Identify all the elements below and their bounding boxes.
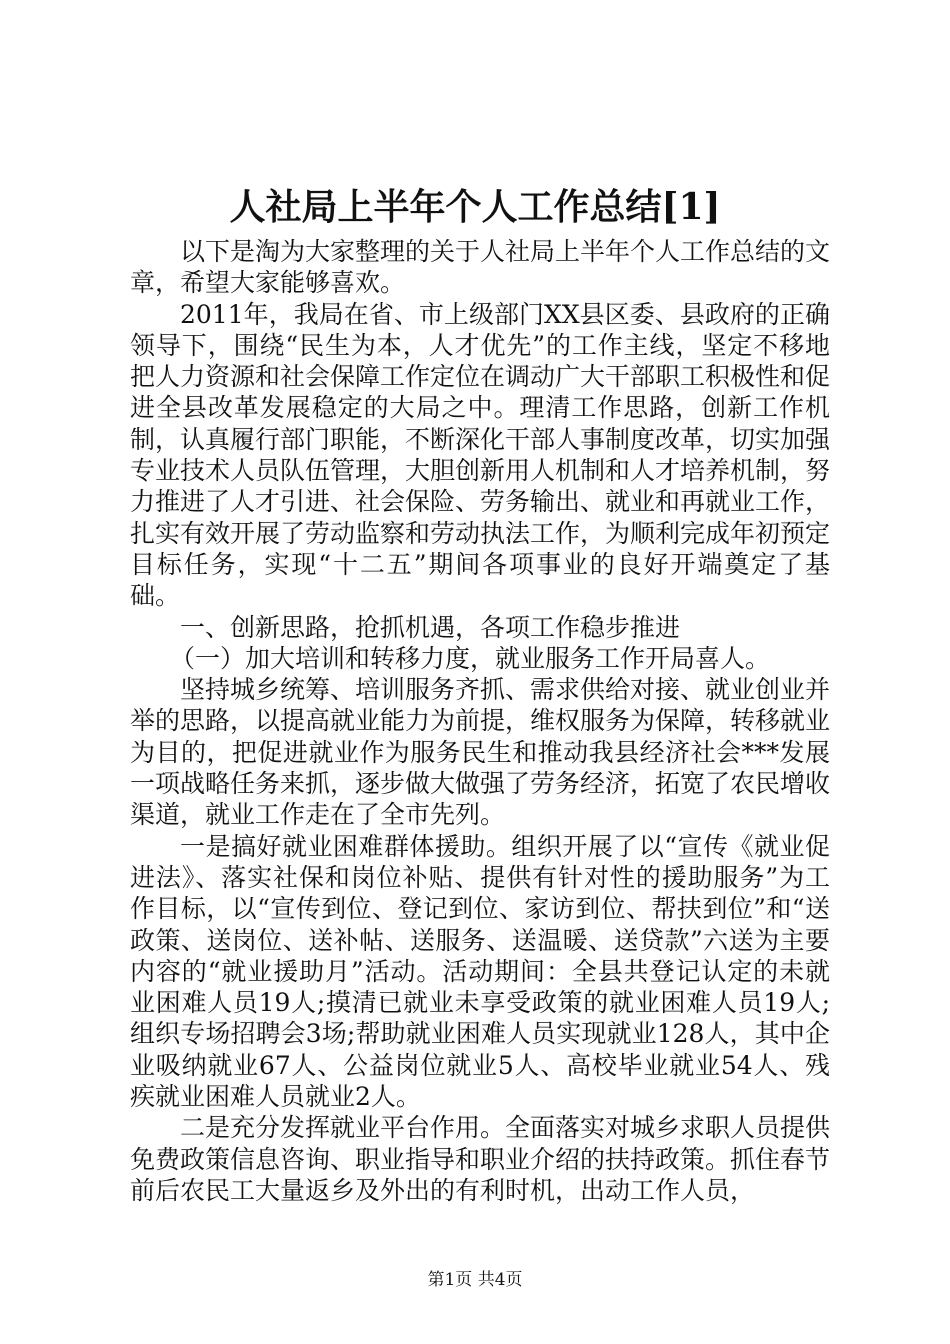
subsection-heading: （一）加大培训和转移力度，就业服务工作开局喜人。 (170, 643, 771, 673)
section-heading: 一、创新思路，抢抓机遇，各项工作稳步推进 (180, 612, 681, 642)
document-title: 人社局上半年个人工作总结[1] (229, 186, 721, 228)
platform-paragraph: 二是充分发挥就业平台作用。全面落实对城乡求职人员提供免费政策信息咨询、职业指导和职业介绍的扶持政策。抓住春节前后农民工大量返乡及外出的有利时机，出动工作人员， (130, 1113, 831, 1205)
page-footer: 第1页 共4页 (427, 1270, 523, 1290)
intro-paragraph: 以下是淘为大家整理的关于人社局上半年个人工作总结的文章，希望大家能够喜欢。 (130, 237, 831, 298)
employment-paragraph: 坚持城乡统筹、培训服务齐抓、需求供给对接、就业创业并举的思路，以提高就业能力为前提，维权服务为保障，转移就业为目的，把促进就业作为服务民生和推动我县经济社会***发展一项战略任务来抓，逐步做大做强了劳务经济，拓宽了农民增收渠道，就业工作走在了全市先列。 (130, 675, 831, 830)
document-body (130, 236, 830, 1206)
overview-paragraph: 2011年，我局在省、市上级部门XX县区委、县政府的正确领导下，围绕“民生为本，人才优先”的工作主线，坚定不移地把人力资源和社会保障工作定位在调动广大干部职工积极性和促进全县改革发展稳定的大局之中。理清工作思路，创新工作机制，认真履行部门职能，不断深化干部人事制度改革，切实加强专业技术人员队伍管理，大胆创新用人机制和人才培养机制，努力推进了人才引进、社会保险、劳务输出、就业和再就业工作，扎实有效开展了劳动监察和劳动执法工作，为顺利完成年初预定目标任务，实现“十二五”期间各项事业的良好开端奠定了基础。 (130, 299, 831, 611)
assistance-paragraph: 一是搞好就业困难群体援助。组织开展了以“宣传《就业促进法》、落实社保和岗位补贴、提供有针对性的援助服务”为工作目标，以“宣传到位、登记到位、家访到位、帮扶到位”和“送政策、送岗位、送补帖、送服务、送温暖、送贷款”六送为主要内容的“就业援助月”活动。活动期间：全县共登记认定的未就业困难人员19人;摸清已就业未享受政策的就业困难人员19人;组织专场招聘会3场;帮助就业困难人员实现就业128人，其中企业吸纳就业67人、公益岗位就业5人、高校毕业就业54人、残疾就业困难人员就业2人。 (130, 831, 830, 1112)
